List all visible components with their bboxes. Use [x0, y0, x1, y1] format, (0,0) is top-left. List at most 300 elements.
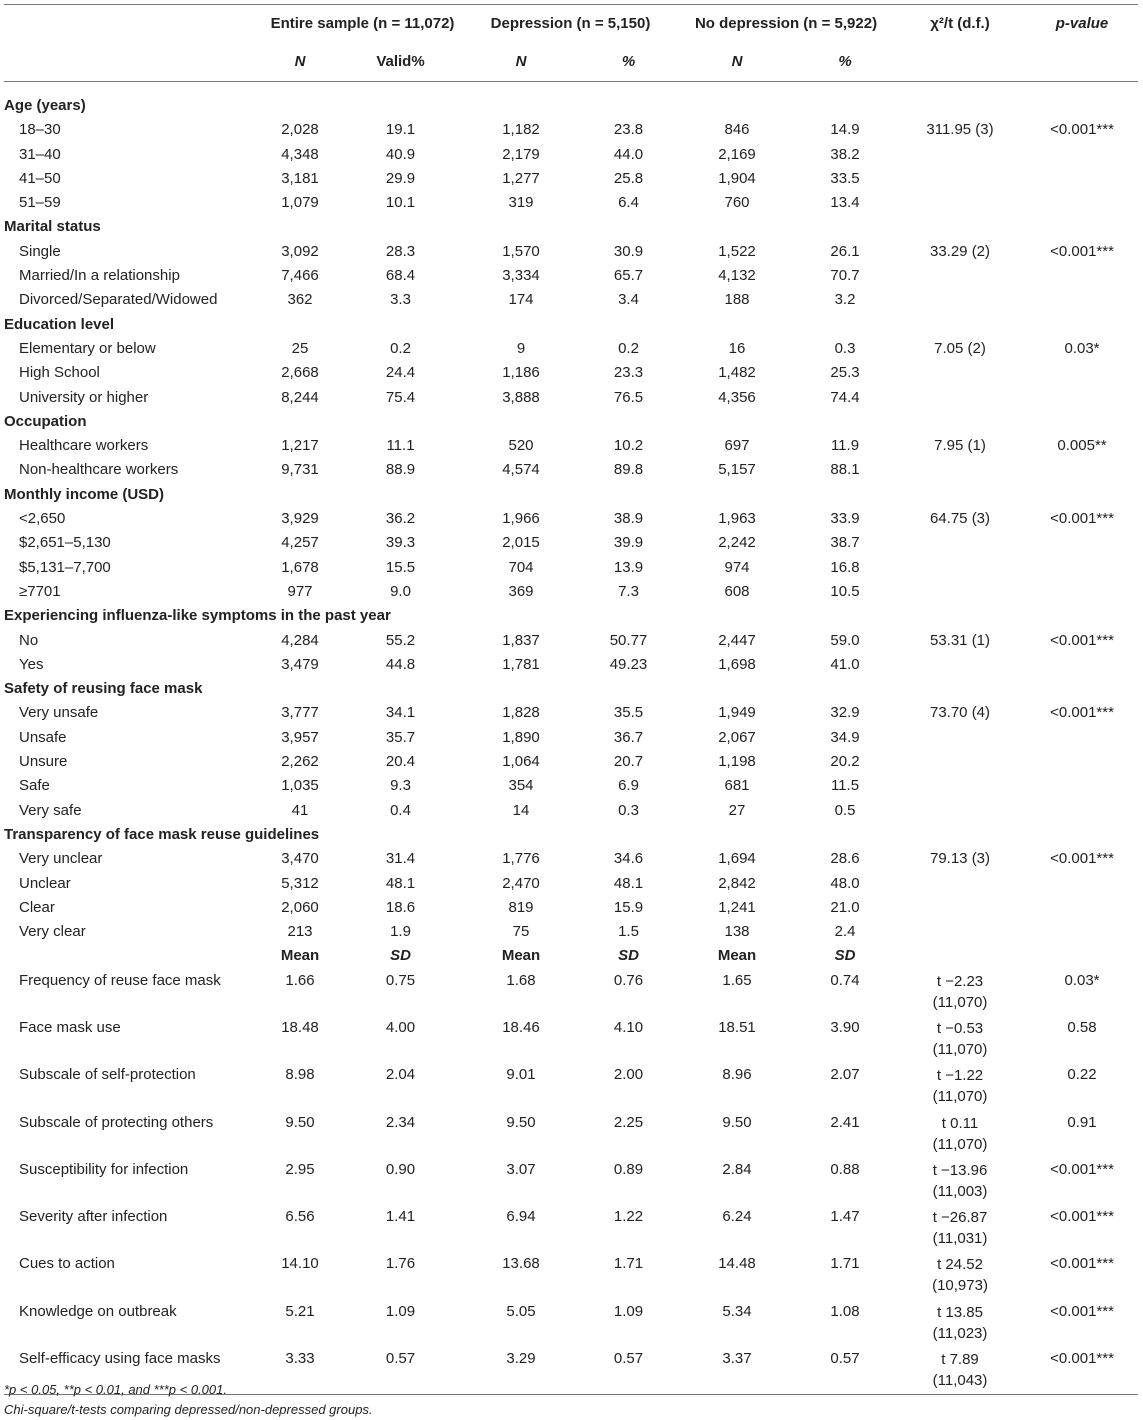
- cell-entire-pct: 0.4: [390, 801, 411, 819]
- row-label: Face mask use: [19, 1018, 121, 1036]
- cell-nodep-n: 188: [724, 291, 750, 309]
- cell-stat: 33.29 (2): [929, 242, 991, 260]
- cell-nodep-sd: 1.47: [830, 1208, 860, 1226]
- row-label: Healthcare workers: [19, 437, 149, 455]
- row-label: No: [19, 631, 39, 649]
- cell-nodep-sd: 2.07: [830, 1066, 860, 1084]
- row-label: Unclear: [19, 874, 71, 892]
- cell-entire-sd: 4.00: [385, 1018, 416, 1036]
- cell-pvalue: [1026, 458, 1138, 482]
- row-label: 41–50: [19, 169, 61, 187]
- cell-stat: [894, 361, 1026, 385]
- cell-nodep-n: 4,132: [718, 267, 756, 285]
- stat-df-value: (11,003): [932, 1182, 988, 1200]
- cell-stat: [894, 143, 1026, 167]
- cell-nodep-pct: 20.2: [830, 753, 860, 771]
- row-label: Susceptibility for infection: [19, 1160, 189, 1178]
- cell-dep-mean: 3.29: [463, 1347, 579, 1395]
- cell-dep-pct: 35.5: [613, 704, 644, 722]
- row-label: Married/In a relationship: [19, 267, 180, 285]
- cell-entire-pct: 24.4: [385, 364, 416, 382]
- cell-nodep-n: 974: [724, 558, 750, 576]
- cell-entire-pct: 44.8: [385, 655, 416, 673]
- cell-nodep-n: 1,904: [718, 169, 756, 187]
- cell-entire-pct: 10.1: [385, 194, 416, 212]
- cell-nodep-sd: 0.88: [830, 1160, 860, 1178]
- cell-nodep-pct: 11.9: [830, 437, 860, 455]
- cell-nodep-n: 5,157: [718, 461, 756, 479]
- cell-entire-pct: 31.4: [385, 850, 416, 868]
- cell-nodep-n: 1,694: [718, 850, 756, 868]
- cell-dep-mean: 5.05: [506, 1302, 536, 1320]
- cell-nodep-sd: 3.90: [830, 1018, 860, 1036]
- cell-nodep-pct: 48.0: [830, 874, 860, 892]
- cell-entire-n: 3,929: [281, 510, 319, 528]
- cell-entire-sd: 2.34: [385, 1113, 416, 1131]
- cell-entire-mean: 14.10: [281, 1255, 319, 1273]
- cell-dep-n: 1,890: [502, 728, 540, 746]
- cell-entire-n: 2,668: [281, 364, 319, 382]
- cell-stat: [894, 531, 1026, 555]
- cell-entire-n: 2,060: [281, 898, 319, 916]
- stat-t-value: t 13.85: [937, 1303, 983, 1321]
- stat-t-value: t 0.11: [941, 1114, 979, 1132]
- cell-dep-pct: 23.8: [613, 121, 644, 139]
- cell-entire-pct: 34.1: [385, 704, 416, 722]
- cell-dep-n: 4,574: [502, 461, 540, 479]
- cell-stat: 7.05 (2): [934, 339, 986, 357]
- cell-dep-n: 174: [508, 291, 534, 309]
- cell-stat: 79.13 (3): [929, 850, 991, 868]
- table-row: [4, 507, 1138, 531]
- cell-nodep-n: 608: [724, 582, 750, 600]
- cell-nodep-pct: 38.2: [830, 145, 860, 163]
- cell-entire-pct: 20.4: [385, 753, 416, 771]
- cell-dep-mean: 9.50: [506, 1113, 536, 1131]
- cell-nodep-pct: 21.0: [830, 898, 860, 916]
- cell-nodep-sd: 1.08: [830, 1302, 860, 1320]
- table-row: [4, 920, 1138, 944]
- cell-dep-n: 1,776: [502, 850, 540, 868]
- cell-entire-n: 2,028: [281, 121, 319, 139]
- row-label: 31–40: [19, 145, 61, 163]
- cell-nodep-pct: 74.4: [830, 388, 860, 406]
- cell-entire-pct: 48.1: [385, 874, 416, 892]
- cell-stat: [894, 920, 1026, 944]
- cell-pvalue: [1026, 191, 1138, 215]
- cell-dep-mean: 6.94: [506, 1208, 536, 1226]
- cell-entire-n: 5,312: [281, 874, 319, 892]
- cell-pvalue: [1026, 653, 1138, 677]
- cell-entire-n: 3,777: [281, 704, 319, 722]
- cell-nodep-pct: 0.3: [834, 339, 856, 357]
- cell-nodep-sd: 2.41: [830, 1113, 860, 1131]
- cell-entire-sd: 0.90: [385, 1160, 416, 1178]
- row-label: Yes: [19, 655, 44, 673]
- row-label: <2,650: [19, 510, 66, 528]
- header-stat-text: χ²/t (d.f.): [930, 14, 990, 32]
- section-title: Monthly income (USD): [4, 485, 164, 503]
- section-title: Education level: [4, 315, 115, 333]
- row-label: Unsafe: [19, 728, 67, 746]
- cell-entire-mean: 5.21: [285, 1302, 315, 1320]
- cell-stat: [894, 167, 1026, 191]
- cell-dep-pct: 36.7: [613, 728, 644, 746]
- cell-entire-n: 1,217: [281, 437, 319, 455]
- header-sub-valid: Valid%: [338, 43, 463, 82]
- row-label: Non-healthcare workers: [19, 461, 179, 479]
- cell-dep-n: 704: [508, 558, 534, 576]
- cell-entire-sd: 2.04: [385, 1066, 416, 1084]
- row-label: High School: [19, 364, 100, 382]
- cell-entire-mean: 6.56: [285, 1208, 315, 1226]
- header-blank: [4, 5, 262, 44]
- cell-stat: [894, 969, 1026, 1016]
- cell-dep-n: 14: [512, 801, 530, 819]
- cell-pvalue: [1026, 531, 1138, 555]
- row-label: $5,131–7,700: [19, 558, 111, 576]
- cell-entire-n: 41: [291, 801, 309, 819]
- stat-df-value: (10,973): [932, 1277, 988, 1295]
- cell-pvalue: [1026, 556, 1138, 580]
- cell-entire-sd: 1.76: [385, 1255, 416, 1273]
- table-row: [4, 1111, 1138, 1158]
- header-sub-blank: [4, 43, 262, 82]
- cell-nodep-pct: 25.3: [830, 364, 860, 382]
- section-header-row: [4, 604, 1138, 628]
- cell-nodep-sd: 0.74: [830, 971, 860, 989]
- header-row-sub: [4, 43, 1138, 82]
- stat-t-value: t 7.89: [941, 1351, 979, 1369]
- cell-dep-pct: 44.0: [613, 145, 644, 163]
- table-row: [4, 1063, 1138, 1110]
- mean-label: Mean: [717, 947, 757, 965]
- row-label: ≥7701: [19, 582, 61, 600]
- cell-stat: [894, 1347, 1026, 1395]
- row-label: Very unclear: [19, 850, 103, 868]
- cell-pvalue: <0.001***: [1050, 1255, 1114, 1273]
- cell-pvalue: [1026, 264, 1138, 288]
- cell-pvalue: [1026, 361, 1138, 385]
- cell-nodep-n: 2,447: [718, 631, 756, 649]
- header-no-depression: [678, 5, 894, 44]
- section-header-row: [4, 677, 1138, 701]
- cell-pvalue: [1026, 750, 1138, 774]
- cell-dep-n: 2,179: [502, 145, 540, 163]
- mean-label: Mean: [280, 947, 320, 965]
- cell-entire-sd: 0.75: [385, 971, 416, 989]
- header-sub-stat-blank: [894, 43, 1026, 82]
- cell-nodep-pct: 33.9: [830, 510, 860, 528]
- cell-stat: [894, 1158, 1026, 1205]
- cell-dep-pct: 6.9: [618, 777, 639, 795]
- cell-stat: [894, 1016, 1026, 1063]
- row-label: Very unsafe: [19, 704, 99, 722]
- cell-nodep-pct: 11.5: [830, 777, 860, 795]
- cell-dep-sd: 4.10: [613, 1018, 644, 1036]
- statistics-table: [4, 4, 1138, 1395]
- section-header-row: [4, 483, 1138, 507]
- table-row: [4, 1252, 1138, 1299]
- cell-dep-pct: 6.4: [618, 194, 639, 212]
- row-label: Cues to action: [19, 1255, 115, 1273]
- sd-label: SD: [618, 947, 639, 965]
- cell-dep-pct: 15.9: [613, 898, 644, 916]
- table-row: [4, 1016, 1138, 1063]
- table-row: [4, 264, 1138, 288]
- cell-dep-n: 319: [508, 194, 534, 212]
- cell-nodep-n: 1,522: [718, 242, 756, 260]
- cell-pvalue: [1026, 896, 1138, 920]
- cell-entire-n: 3,957: [281, 728, 319, 746]
- cell-dep-pct: 3.4: [618, 291, 639, 309]
- cell-pvalue: 0.91: [1067, 1113, 1097, 1131]
- row-label: Unsure: [19, 753, 68, 771]
- cell-pvalue: [1026, 386, 1138, 410]
- cell-entire-pct: 35.7: [385, 728, 416, 746]
- cell-dep-n: 1,828: [502, 704, 540, 722]
- header-depression: [463, 5, 678, 44]
- row-label: 51–59: [19, 194, 61, 212]
- cell-dep-n: 2,015: [502, 534, 540, 552]
- row-label: Knowledge on outbreak: [19, 1302, 177, 1320]
- cell-dep-n: 819: [508, 898, 534, 916]
- cell-entire-n: 213: [287, 923, 313, 941]
- cell-entire-n: 25: [291, 339, 309, 357]
- stat-df-value: (11,070): [932, 1088, 988, 1106]
- section-title: Transparency of face mask reuse guidelines: [4, 825, 320, 843]
- row-label: Clear: [19, 898, 55, 916]
- section-title: Safety of reusing face mask: [4, 680, 203, 698]
- table-row: [4, 653, 1138, 677]
- cell-dep-n: 1,837: [502, 631, 540, 649]
- cell-stat: [894, 726, 1026, 750]
- section-header-row: [4, 823, 1138, 847]
- table-row: [4, 1300, 1138, 1347]
- cell-nodep-n: 760: [724, 194, 750, 212]
- cell-pvalue: <0.001***: [1050, 704, 1114, 722]
- cell-stat: 64.75 (3): [929, 510, 991, 528]
- table-body: [4, 82, 1138, 1395]
- cell-stat: [894, 872, 1026, 896]
- table-row: [4, 531, 1138, 555]
- cell-dep-pct: 89.8: [613, 461, 644, 479]
- cell-entire-mean: 2.95: [285, 1160, 315, 1178]
- cell-nodep-sd: 0.57: [796, 1347, 894, 1395]
- header-pvalue-text: p-value: [1055, 14, 1109, 32]
- stat-t-value: t −0.53: [936, 1019, 984, 1037]
- cell-nodep-pct: 38.7: [830, 534, 860, 552]
- data-table-container: [4, 4, 1138, 1395]
- cell-stat: [894, 653, 1026, 677]
- row-label: Subscale of protecting others: [19, 1113, 214, 1131]
- cell-dep-pct: 34.6: [613, 850, 644, 868]
- table-row: [4, 750, 1138, 774]
- cell-stat: [894, 191, 1026, 215]
- table-row: [4, 847, 1138, 871]
- cell-nodep-pct: 14.9: [830, 121, 860, 139]
- row-label: $2,651–5,130: [19, 534, 111, 552]
- cell-nodep-mean: 5.34: [722, 1302, 752, 1320]
- table-row: [4, 896, 1138, 920]
- cell-dep-sd: 1.71: [613, 1255, 644, 1273]
- cell-nodep-pct: 0.5: [834, 801, 856, 819]
- cell-nodep-n: 1,241: [718, 898, 756, 916]
- cell-pvalue: <0.001***: [1050, 1302, 1114, 1320]
- header-entire-sample: [262, 5, 463, 44]
- header-sub-pv-blank: [1026, 43, 1138, 82]
- cell-entire-n: 1,079: [281, 194, 319, 212]
- cell-nodep-n: 1,482: [718, 364, 756, 382]
- row-label: University or higher: [19, 388, 149, 406]
- cell-stat: [894, 1063, 1026, 1110]
- table-row: [4, 240, 1138, 264]
- sd-label: SD: [834, 947, 856, 965]
- cell-nodep-pct: 28.6: [830, 850, 860, 868]
- cell-dep-pct: 65.7: [613, 267, 644, 285]
- stat-df-value: (11,070): [932, 1040, 988, 1058]
- cell-entire-pct: 1.9: [390, 923, 411, 941]
- cell-entire-pct: 9.0: [390, 582, 411, 600]
- cell-dep-pct: 50.77: [609, 631, 648, 649]
- cell-stat: 311.95 (3): [926, 121, 994, 139]
- cell-stat: [894, 774, 1026, 798]
- stat-t-value: t 24.52: [937, 1256, 983, 1274]
- cell-nodep-pct: 33.5: [830, 169, 860, 187]
- header-entire-sample-text: Entire sample (n = 11,072): [270, 14, 455, 32]
- cell-pvalue: <0.001***: [1050, 631, 1114, 649]
- cell-nodep-n: 697: [724, 437, 750, 455]
- cell-dep-pct: 30.9: [613, 242, 644, 260]
- cell-dep-n: 1,186: [502, 364, 540, 382]
- cell-dep-sd: 1.09: [613, 1302, 644, 1320]
- header-stat: [894, 5, 1026, 44]
- section-title: Experiencing influenza-like symptoms in the past year: [4, 607, 391, 625]
- cell-dep-sd: 0.57: [579, 1347, 678, 1395]
- table-row: [4, 167, 1138, 191]
- cell-nodep-pct: 59.0: [830, 631, 860, 649]
- cell-dep-n: 3,888: [502, 388, 540, 406]
- sd-label: SD: [390, 947, 411, 965]
- cell-pvalue: 0.03*: [1064, 971, 1100, 989]
- cell-nodep-n: 1,963: [718, 510, 756, 528]
- table-row: [4, 1158, 1138, 1205]
- cell-dep-pct: 25.8: [613, 169, 644, 187]
- note-tests: Chi-square/t-tests comparing depressed/non-depressed groups.: [4, 1402, 373, 1417]
- cell-nodep-n: 16: [728, 339, 746, 357]
- table-row: [4, 774, 1138, 798]
- cell-pvalue: <0.001***: [1050, 121, 1114, 139]
- cell-nodep-pct: 26.1: [830, 242, 860, 260]
- cell-dep-pct: 20.7: [613, 753, 644, 771]
- stat-df-value: (11,070): [932, 993, 988, 1011]
- cell-dep-sd: 2.25: [613, 1113, 644, 1131]
- cell-dep-n: 3,334: [502, 267, 540, 285]
- cell-pvalue: 0.03*: [1064, 339, 1100, 357]
- row-label: Subscale of self-protection: [19, 1066, 196, 1084]
- cell-pvalue: <0.001***: [1050, 510, 1114, 528]
- cell-dep-n: 75: [512, 923, 530, 941]
- cell-entire-mean: 8.98: [285, 1066, 315, 1084]
- cell-entire-n: 3,479: [281, 655, 319, 673]
- row-label: Frequency of reuse face mask: [19, 971, 221, 989]
- table-row: [4, 386, 1138, 410]
- header-depression-text: Depression (n = 5,150): [490, 14, 651, 32]
- cell-dep-mean: 1.68: [506, 971, 536, 989]
- cell-pvalue: 0.005**: [1057, 437, 1107, 455]
- cell-entire-pct: 68.4: [385, 267, 416, 285]
- cell-nodep-n: 2,169: [718, 145, 756, 163]
- mean-sd-blank-stat: [894, 944, 1026, 968]
- cell-dep-pct: 13.9: [613, 558, 644, 576]
- cell-stat: [894, 386, 1026, 410]
- stat-t-value: t −1.22: [936, 1067, 984, 1085]
- cell-dep-n: 1,277: [502, 169, 540, 187]
- cell-nodep-pct: 13.4: [830, 194, 860, 212]
- cell-stat: [894, 1252, 1026, 1299]
- header-sub-n-entire: N: [262, 43, 338, 82]
- cell-dep-n: 9: [516, 339, 526, 357]
- table-row: [4, 969, 1138, 1016]
- stat-df-value: (11,023): [932, 1324, 988, 1342]
- cell-entire-n: 1,035: [281, 777, 319, 795]
- cell-entire-pct: 36.2: [385, 510, 416, 528]
- cell-pvalue: <0.001***: [1050, 1208, 1114, 1226]
- cell-dep-n: 354: [508, 777, 534, 795]
- cell-dep-sd: 2.00: [613, 1066, 644, 1084]
- cell-entire-pct: 0.2: [390, 339, 411, 357]
- row-label: Divorced/Separated/Widowed: [19, 291, 218, 309]
- cell-stat: [894, 458, 1026, 482]
- cell-pvalue: [1026, 167, 1138, 191]
- cell-pvalue: [1026, 799, 1138, 823]
- cell-nodep-mean: 8.96: [722, 1066, 752, 1084]
- row-label: Severity after infection: [19, 1208, 168, 1226]
- cell-pvalue: [1026, 726, 1138, 750]
- row-label: Safe: [19, 777, 50, 795]
- table-row: [4, 701, 1138, 725]
- table-row: [4, 1205, 1138, 1252]
- cell-entire-pct: 18.6: [385, 898, 416, 916]
- cell-nodep-n: 1,698: [718, 655, 756, 673]
- cell-entire-pct: 29.9: [385, 169, 416, 187]
- section-title: Occupation: [4, 412, 87, 430]
- table-row: [4, 191, 1138, 215]
- section-header-row: [4, 82, 1138, 119]
- cell-nodep-n: 1,949: [718, 704, 756, 722]
- cell-nodep-pct: 70.7: [830, 267, 860, 285]
- cell-entire-pct: 19.1: [385, 121, 416, 139]
- cell-dep-pct: 49.23: [609, 655, 648, 673]
- mean-sd-header-row: [4, 944, 1138, 968]
- cell-nodep-n: 2,242: [718, 534, 756, 552]
- cell-pvalue: 0.58: [1067, 1018, 1097, 1036]
- cell-entire-pct: 39.3: [385, 534, 416, 552]
- cell-nodep-n: 846: [724, 121, 750, 139]
- cell-nodep-mean: 6.24: [722, 1208, 752, 1226]
- cell-entire-n: 362: [287, 291, 313, 309]
- table-row: [4, 458, 1138, 482]
- cell-nodep-pct: 16.8: [830, 558, 860, 576]
- cell-dep-sd: 1.22: [613, 1208, 644, 1226]
- stat-df-value: (11,070): [932, 1135, 988, 1153]
- cell-entire-n: 4,257: [281, 534, 319, 552]
- cell-entire-pct: 88.9: [385, 461, 416, 479]
- cell-entire-pct: 9.3: [390, 777, 411, 795]
- stat-t-value: t −13.96: [932, 1161, 988, 1179]
- cell-dep-pct: 7.3: [618, 582, 639, 600]
- cell-dep-mean: 3.07: [506, 1160, 536, 1178]
